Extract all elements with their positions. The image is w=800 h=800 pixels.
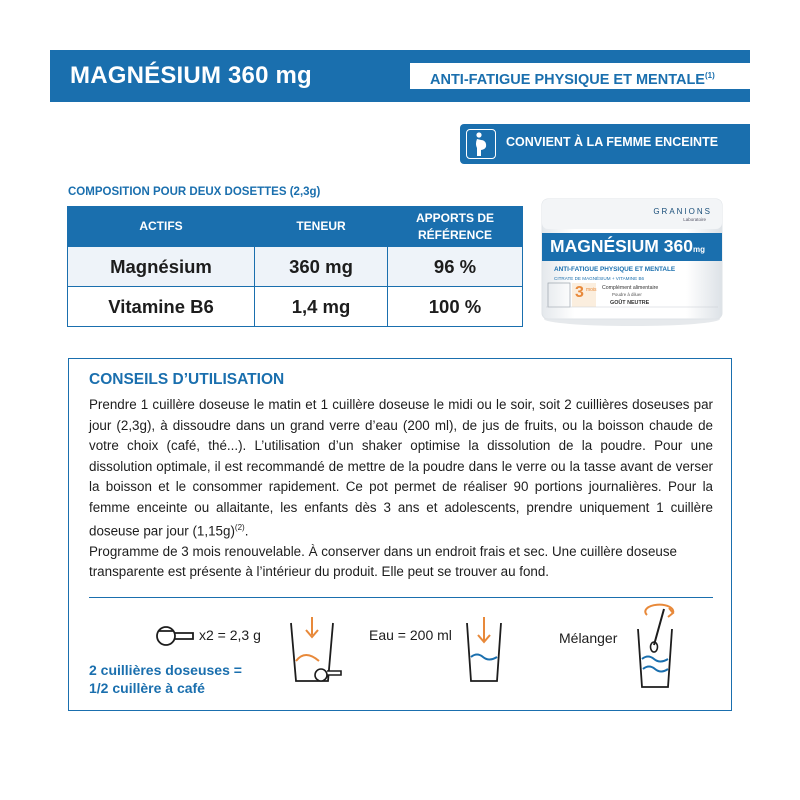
measuring-scoop-icon [153,624,197,648]
glass-with-powder-icon [287,617,343,685]
product-name-unit: mg [692,245,705,254]
usage-paragraph-1 [89,395,713,542]
product-taste: GOÛT NEUTRE [610,300,650,306]
table-header-row [68,207,523,247]
product-ingredients: CITRATE DE MAGNÉSIUM + VITAMINE B6 [554,276,645,281]
table-row [68,287,523,327]
header-actifs: ACTIFS [68,207,255,247]
product-jar-image [540,195,724,327]
header-apports: APPORTS DE RÉFÉRENCE [388,207,523,247]
product-claim [410,63,750,89]
composition-title: COMPOSITION POUR DEUX DOSETTES (2,3g) [68,186,321,198]
claim-footnote: (1) [704,71,715,80]
header-banner [50,50,750,102]
product-name-text: MAGNÉSIUM 360 [550,236,693,256]
usage-footnote: (2) [234,523,245,532]
product-title: MAGNÉSIUM 360 mg [70,62,312,89]
dose-note-line-1: 2 cuillières doseuses = [89,662,242,678]
product-brand-sub: Laboratoire [683,217,706,222]
usage-paragraph-2: Programme de 3 mois renouvelable. À conserver dans un endroit frais et sec. Une cuillère doseuse transparente est présente à l’intérieur du produit. Elle peut se trouver au fond. [89,543,678,580]
product-name [550,236,705,257]
usage-text [89,395,713,583]
cell-actif: Vitamine B6 [68,287,255,327]
mix-instruction: Mélanger [559,630,618,646]
pregnant-woman-icon [466,129,496,159]
product-brand: GRANIONS [653,207,712,216]
cell-apport: 96 % [388,247,523,287]
cell-teneur: 360 mg [255,247,388,287]
dose-quantity: x2 = 2,3 g [199,627,261,643]
dose-equivalence-note [89,661,242,697]
glass-with-water-icon [465,617,505,685]
cell-teneur: 1,4 mg [255,287,388,327]
dose-note-line-2: 1/2 cuillère à café [89,680,205,696]
usage-paragraph-1-end: . [244,523,249,539]
header-teneur: TENEUR [255,207,388,247]
table-row [68,247,523,287]
stirring-glass-icon [635,603,681,689]
cell-apport: 100 % [388,287,523,327]
product-months-number: 3 [575,284,584,301]
usage-section [68,358,732,711]
pregnancy-badge [460,124,750,164]
claim-text: ANTI-FATIGUE PHYSIQUE ET MENTALE [430,72,705,88]
usage-title: CONSEILS D’UTILISATION [89,371,285,388]
product-claim-label: ANTI-FATIGUE PHYSIQUE ET MENTALE [554,266,676,273]
section-divider [89,597,713,598]
water-quantity: Eau = 200 ml [369,627,452,643]
product-form: Poudre à diluer [612,292,642,297]
cell-actif: Magnésium [68,247,255,287]
composition-table [67,206,523,327]
pregnancy-label: CONVIENT À LA FEMME ENCEINTE [506,135,719,149]
usage-paragraph-1-text: Prendre 1 cuillère doseuse le matin et 1 cuillère doseuse le midi ou le soir, soit 2 cuillières doseuses par jour (2,3g), à dissoudre dans un grand verre d’eau (200 ml), de jus de fruits, ou la boisson chaude de votre choix (café, thé...). L’utilisation d’un shaker optimise la dissolution de la poudre. Pour une dissolution optimale, il est recommandé de mettre de la poudre dans le verre ou la tasse avant de verser la boisson et le consommer rapidement. Ce pot permet de réaliser 90 portions journalières. Pour la femme enceinte ou allaitante, les enfants dès 3 ans et adolescents, prendre uniquement 1 cuillère doseuse par jour (1,15g) [89,397,713,539]
product-type: Complément alimentaire [602,285,659,291]
product-months-label: mois [586,287,597,293]
